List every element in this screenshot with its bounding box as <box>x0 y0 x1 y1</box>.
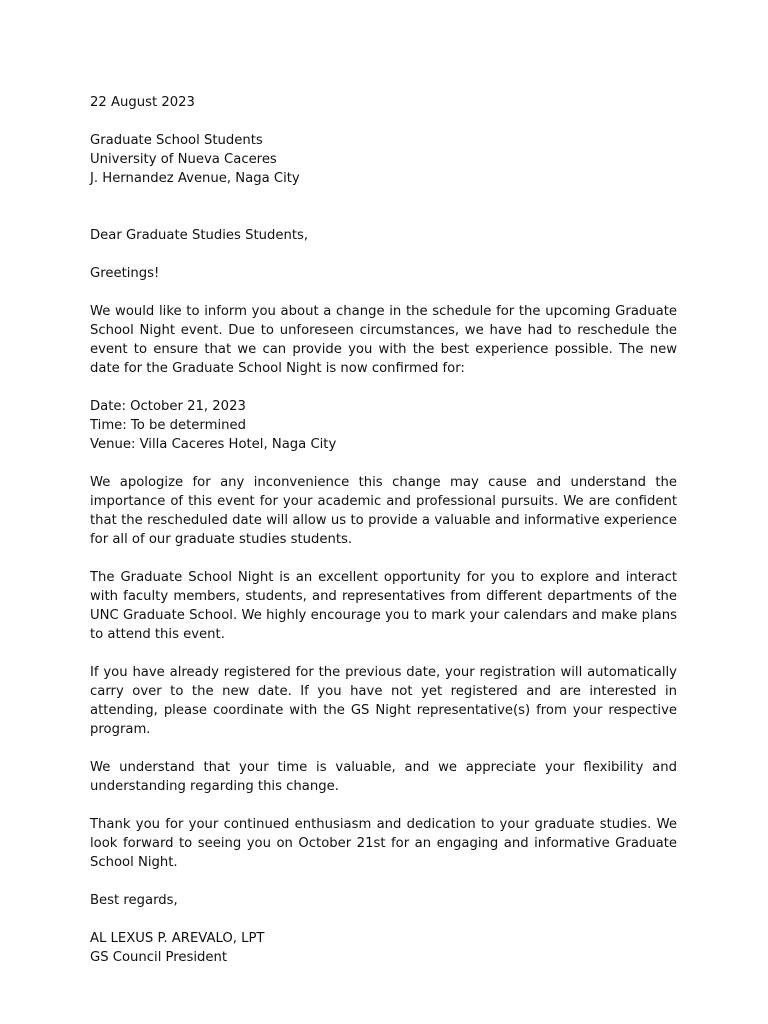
signatory-name: AL LEXUS P. AREVALO, LPT <box>90 931 265 946</box>
event-time: Time: To be determined <box>90 418 246 433</box>
spacer <box>90 454 677 473</box>
paragraph: We apologize for any inconvenience this change may cause and understand the importance of this event for your academic and professional pursuits. We are confident that the rescheduled date will allow us to provide a valuable and informative experience for all of our graduate studies students. <box>90 475 677 547</box>
spacer <box>90 245 677 264</box>
spacer <box>90 112 677 131</box>
paragraph: Thank you for your continued enthusiasm and dedication to your graduate studies. We look forward to seeing you on October 21st for an engaging and informative Graduate School Night. <box>90 817 677 870</box>
spacer <box>90 796 677 815</box>
spacer <box>90 872 677 891</box>
spacer <box>90 910 677 929</box>
recipient-line: J. Hernandez Avenue, Naga City <box>90 171 300 186</box>
spacer <box>90 739 677 758</box>
recipient-line: University of Nueva Caceres <box>90 152 277 167</box>
spacer <box>90 378 677 397</box>
paragraph: We would like to inform you about a change in the schedule for the upcoming Graduate School Night event. Due to unforeseen circumstances, we have had to reschedule the event to ensure that we can provide you with the best experience possible. The new date for the Graduate School Night is now confirmed for: <box>90 304 677 376</box>
event-venue: Venue: Villa Caceres Hotel, Naga City <box>90 437 337 452</box>
spacer <box>90 549 677 568</box>
paragraph: If you have already registered for the previous date, your registration will automatically carry over to the new date. If you have not yet registered and are interested in attending, please coordinate with the GS Night representative(s) from your respective program. <box>90 665 677 737</box>
recipient-block <box>90 131 677 188</box>
recipient-line: Graduate School Students <box>90 133 263 148</box>
event-details <box>90 397 677 454</box>
paragraph: We understand that your time is valuable, and we appreciate your flexibility and understanding regarding this change. <box>90 760 677 794</box>
signature-block <box>90 929 677 967</box>
spacer <box>90 644 677 663</box>
signatory-title: GS Council President <box>90 950 228 965</box>
salutation: Dear Graduate Studies Students, <box>90 228 309 243</box>
paragraph: The Graduate School Night is an excellent opportunity for you to explore and interact with faculty members, students, and representatives from different departments of the UNC Graduate School. We highly encourage you to mark your calendars and make plans to attend this event. <box>90 570 677 642</box>
letter-date: 22 August 2023 <box>90 95 195 110</box>
event-date: Date: October 21, 2023 <box>90 399 246 414</box>
spacer <box>90 188 677 226</box>
letter-body <box>90 93 677 967</box>
spacer <box>90 283 677 302</box>
closing: Best regards, <box>90 893 178 908</box>
greeting: Greetings! <box>90 266 160 281</box>
